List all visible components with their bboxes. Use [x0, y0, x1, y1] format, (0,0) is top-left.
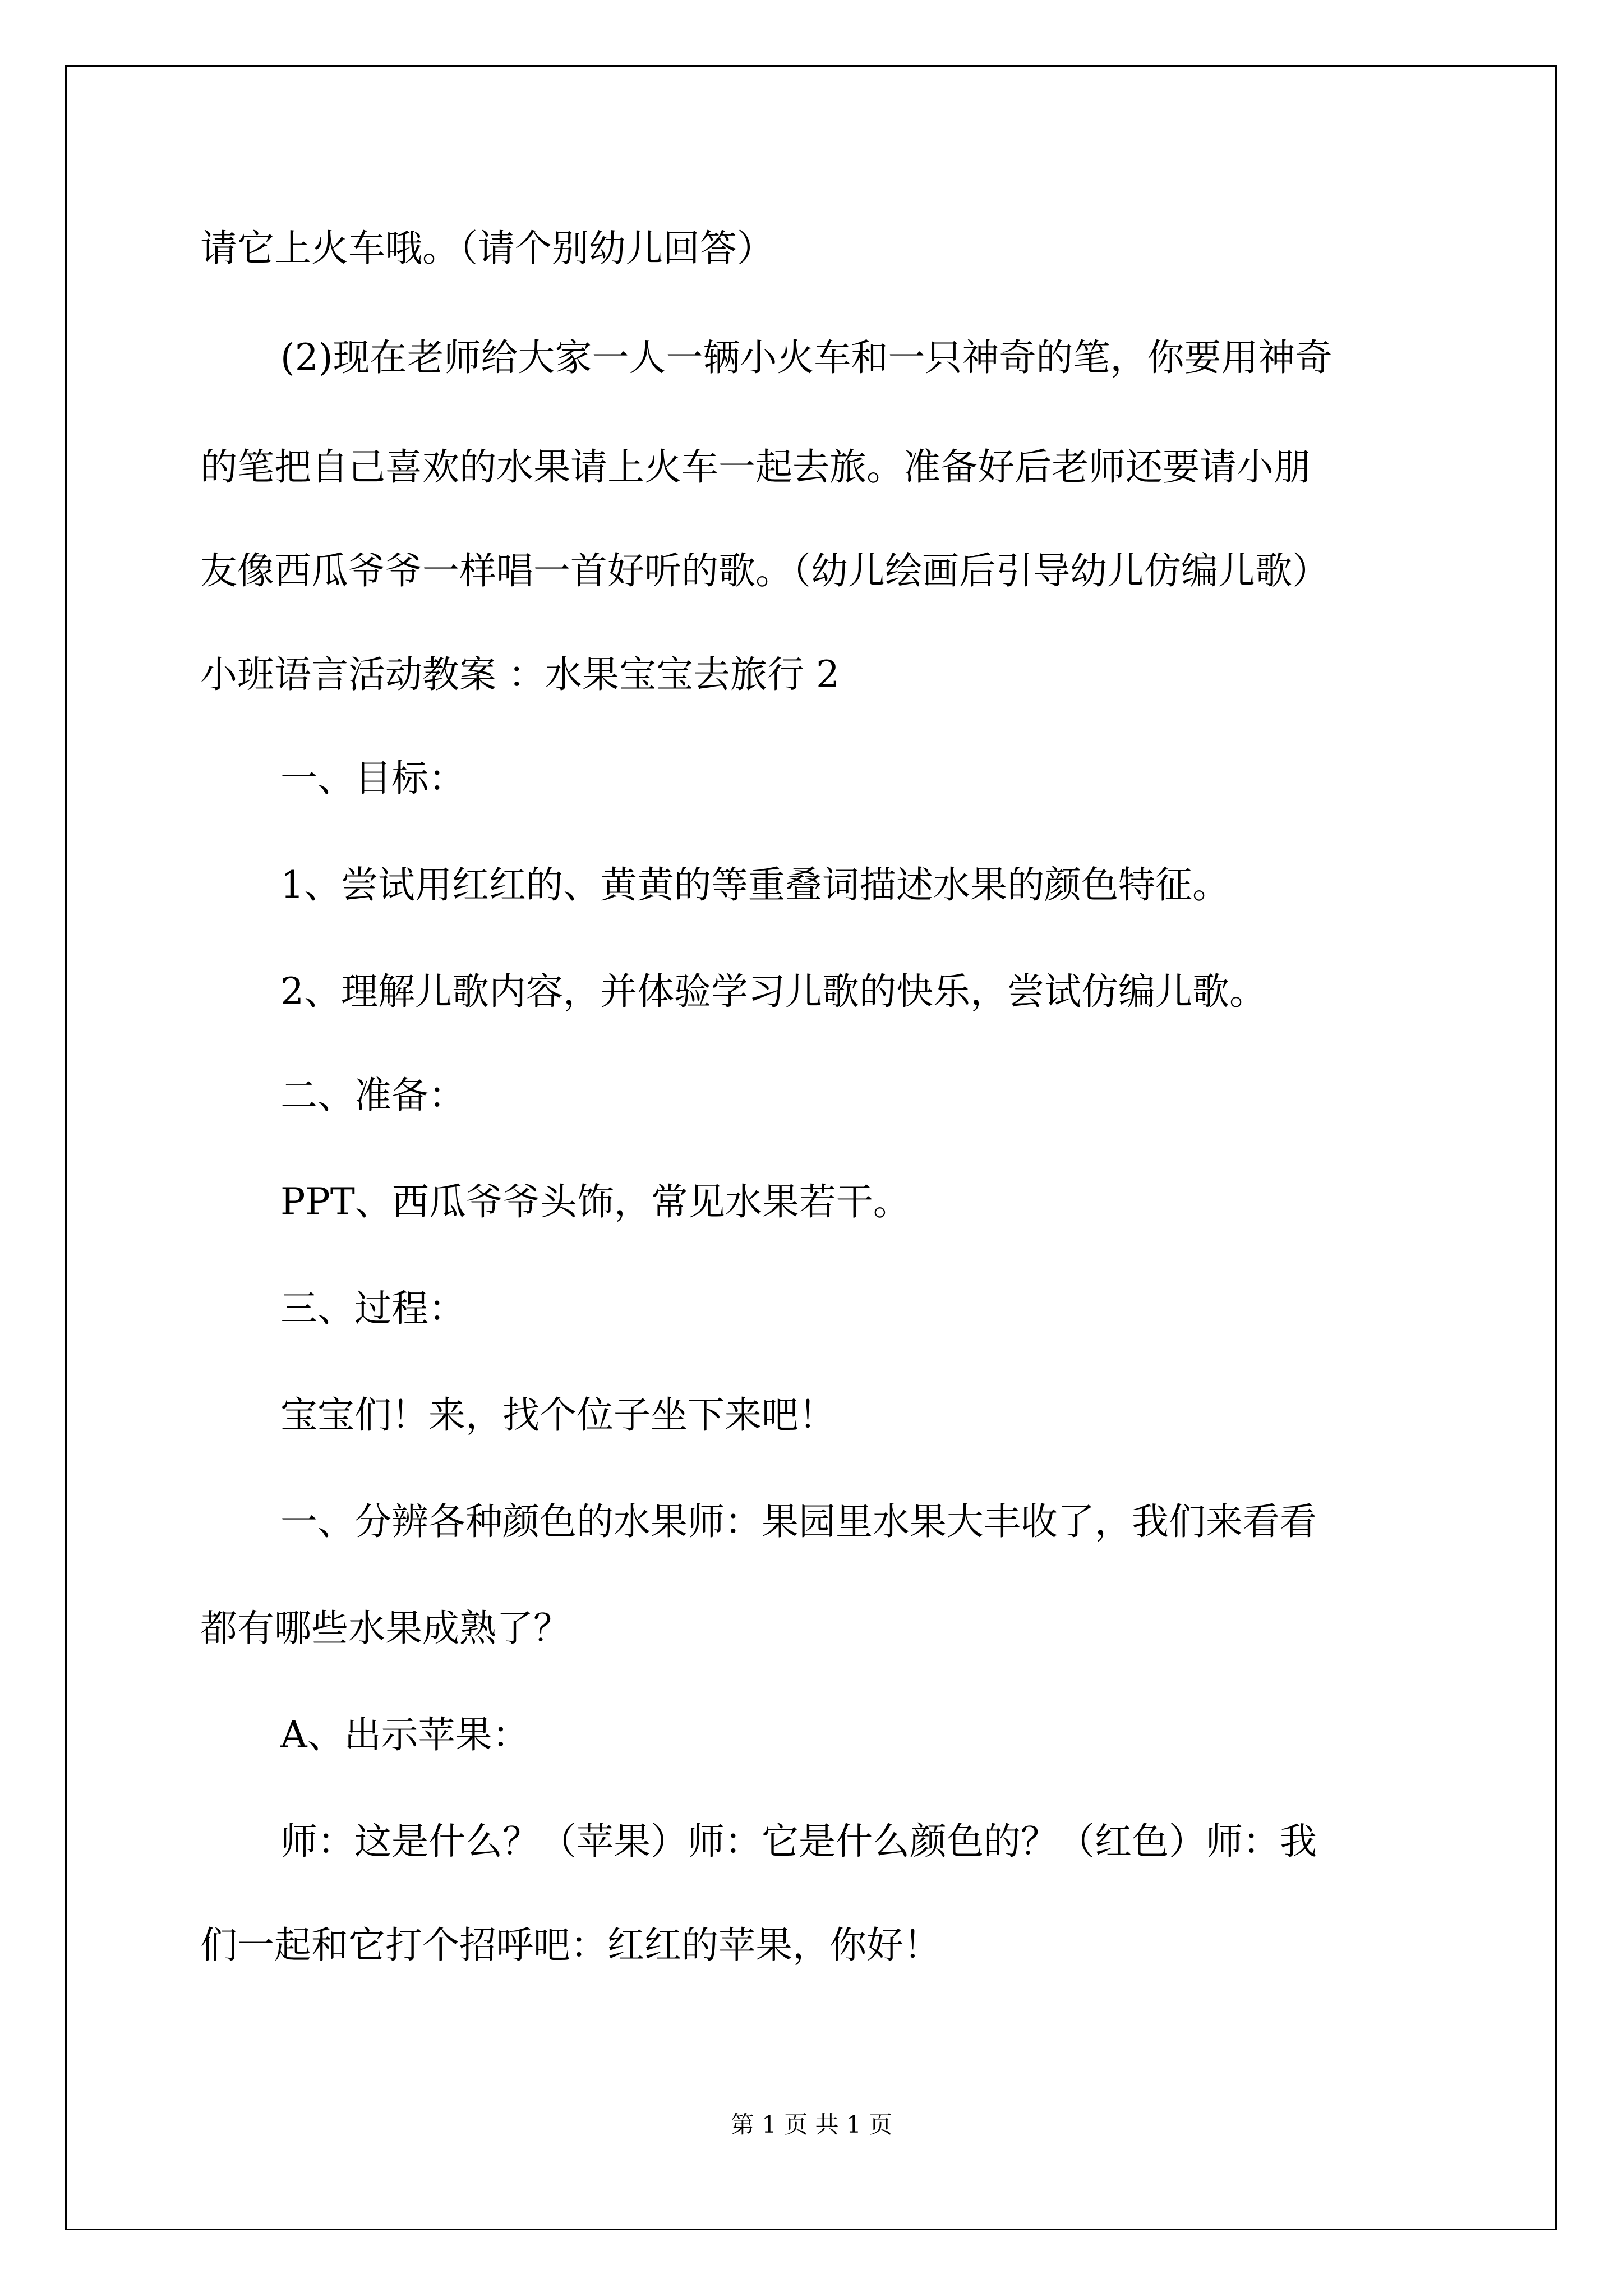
process-text-2: 一、分辨各种颜色的水果师：果园里水果大丰收了，我们来看看 [280, 1500, 1317, 1543]
heading-process: 三、过程： [280, 1287, 465, 1330]
process-text-3: 都有哪些水果成熟了？ [200, 1607, 570, 1650]
text-line-4: 友像西瓜爷爷一样唱一首好听的歌。（幼儿绘画后引导幼儿仿编儿歌） [200, 549, 1329, 592]
section-title: 小班语言活动教案 ：水果宝宝去旅行 2 [200, 653, 840, 696]
heading-preparation: 二、准备： [280, 1074, 465, 1117]
heading-goals: 一、目标： [280, 757, 465, 800]
process-text-1: 宝宝们！来，找个位子坐下来吧！ [280, 1393, 836, 1437]
text-line-3: 的笔把自己喜欢的水果请上火车一起去旅。准备好后老师还要请小朋 [200, 445, 1311, 489]
process-step-a: A、出示苹果： [280, 1713, 529, 1756]
text-line-1: 请它上火车哦。（请个别幼儿回答） [200, 227, 774, 270]
dialogue-line-2: 们一起和它打个招呼吧：红红的苹果，你好！ [200, 1924, 940, 1967]
text-line-2: (2)现在老师给大家一人一辆小火车和一只神奇的笔，你要用神奇 [280, 336, 1332, 379]
page-frame [65, 65, 1557, 2230]
page-footer: 第 1 页 共 1 页 [730, 2111, 893, 2138]
dialogue-line-1: 师：这是什么？（苹果）师：它是什么颜色的？（红色）师：我 [280, 1820, 1317, 1863]
preparation-text: PPT、西瓜爷爷头饰，常见水果若干。 [280, 1180, 910, 1223]
goal-item-1: 1、尝试用红红的、黄黄的等重叠词描述水果的颜色特征。 [280, 863, 1229, 907]
goal-item-2: 2、理解儿歌内容，并体验学习儿歌的快乐，尝试仿编儿歌。 [280, 970, 1266, 1013]
